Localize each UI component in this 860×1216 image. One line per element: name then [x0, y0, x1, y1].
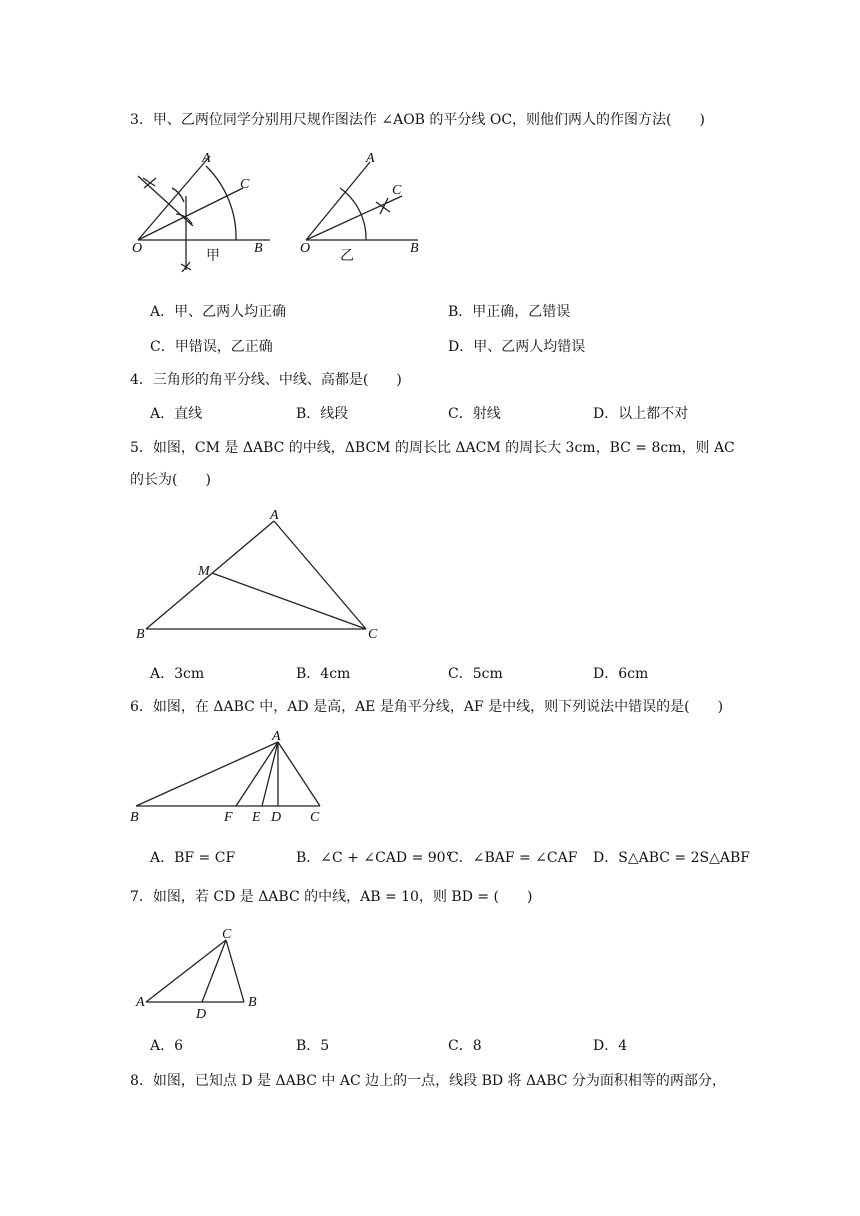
q7-label-c: C: [222, 927, 232, 942]
q3-option-a[interactable]: A．甲、乙两人均正确: [150, 304, 287, 320]
q5-option-a[interactable]: A．3cm: [150, 666, 205, 682]
q7-option-a[interactable]: A．6: [150, 1038, 184, 1054]
q6-option-c[interactable]: C．∠BAF = ∠CAF: [448, 850, 578, 866]
q7-stem: 7．如图，若 CD 是 ΔABC 的中线，AB = 10，则 BD = ( ): [130, 889, 533, 905]
q6-label-b: B: [130, 810, 139, 825]
q6-label-a: A: [272, 729, 281, 744]
q7-label-a: A: [136, 995, 145, 1010]
q5-label-b: B: [136, 627, 145, 642]
q3-figure-yi: [296, 148, 436, 288]
q3-yi-label-b: B: [410, 241, 419, 256]
q5-option-c[interactable]: C．5cm: [448, 666, 503, 682]
q6-stem: 6．如图，在 ΔABC 中，AD 是高，AE 是角平分线，AF 是中线，则下列说法中错误的是( ): [130, 699, 724, 715]
q4-option-c[interactable]: C．射线: [448, 406, 501, 422]
q5-stem-line2: 的长为( ): [130, 472, 211, 488]
q3-stem: 3．甲、乙两位同学分别用尺规作图法作 ∠AOB 的平分线 OC，则他们两人的作图方法( ): [130, 112, 705, 128]
q4-option-b[interactable]: B．线段: [296, 406, 349, 422]
q3-yi-label-o: O: [300, 241, 311, 256]
q5-label-c: C: [368, 627, 378, 642]
q6-option-b[interactable]: B．∠C + ∠CAD = 90°: [296, 850, 453, 866]
q3-option-c[interactable]: C．甲错误，乙正确: [150, 339, 273, 355]
q7-label-b: B: [248, 995, 257, 1010]
q6-option-a[interactable]: A．BF = CF: [150, 850, 236, 866]
q6-label-e: E: [252, 810, 261, 825]
q7-label-d: D: [196, 1007, 207, 1022]
q3-yi-name: 乙: [340, 248, 354, 264]
q5-option-d[interactable]: D．6cm: [593, 666, 649, 682]
q3-jia-label-o: O: [132, 241, 143, 256]
q4-stem: 4．三角形的角平分线、中线、高都是( ): [130, 372, 402, 388]
q3-option-b[interactable]: B．甲正确，乙错误: [448, 304, 571, 320]
q5-stem-line1: 5．如图，CM 是 ΔABC 的中线，ΔBCM 的周长比 ΔACM 的周长大 3cm，BC = 8cm，则 AC: [130, 440, 735, 456]
q3-yi-label-c: C: [392, 183, 402, 198]
q6-figure: [130, 728, 330, 828]
q5-figure: [134, 505, 404, 645]
q3-jia-label-a: A: [202, 151, 211, 166]
q4-option-d[interactable]: D．以上都不对: [593, 406, 689, 422]
q6-label-c: C: [310, 810, 320, 825]
q6-option-d[interactable]: D．S△ABC = 2S△ABF: [593, 850, 750, 866]
q3-jia-name: 甲: [206, 248, 220, 264]
q3-jia-label-b: B: [254, 241, 263, 256]
q3-option-d[interactable]: D．甲、乙两人均错误: [448, 339, 586, 355]
q3-yi-label-a: A: [366, 151, 375, 166]
q8-stem: 8．如图，已知点 D 是 ΔABC 中 AC 边上的一点，线段 BD 将 ΔABC 分为面积相等的两部分，: [130, 1073, 726, 1089]
q3-jia-label-c: C: [240, 177, 250, 192]
q7-option-b[interactable]: B．5: [296, 1038, 330, 1054]
q5-option-b[interactable]: B．4cm: [296, 666, 351, 682]
q3-figure-jia: [128, 148, 278, 288]
q5-label-a: A: [270, 508, 279, 523]
q6-label-d: D: [271, 810, 282, 825]
q5-label-m: M: [198, 564, 210, 579]
q7-option-d[interactable]: D．4: [593, 1038, 628, 1054]
q6-label-f: F: [224, 810, 233, 825]
q4-option-a[interactable]: A．直线: [150, 406, 203, 422]
q7-option-c[interactable]: C．8: [448, 1038, 482, 1054]
q7-figure: [134, 922, 274, 1022]
